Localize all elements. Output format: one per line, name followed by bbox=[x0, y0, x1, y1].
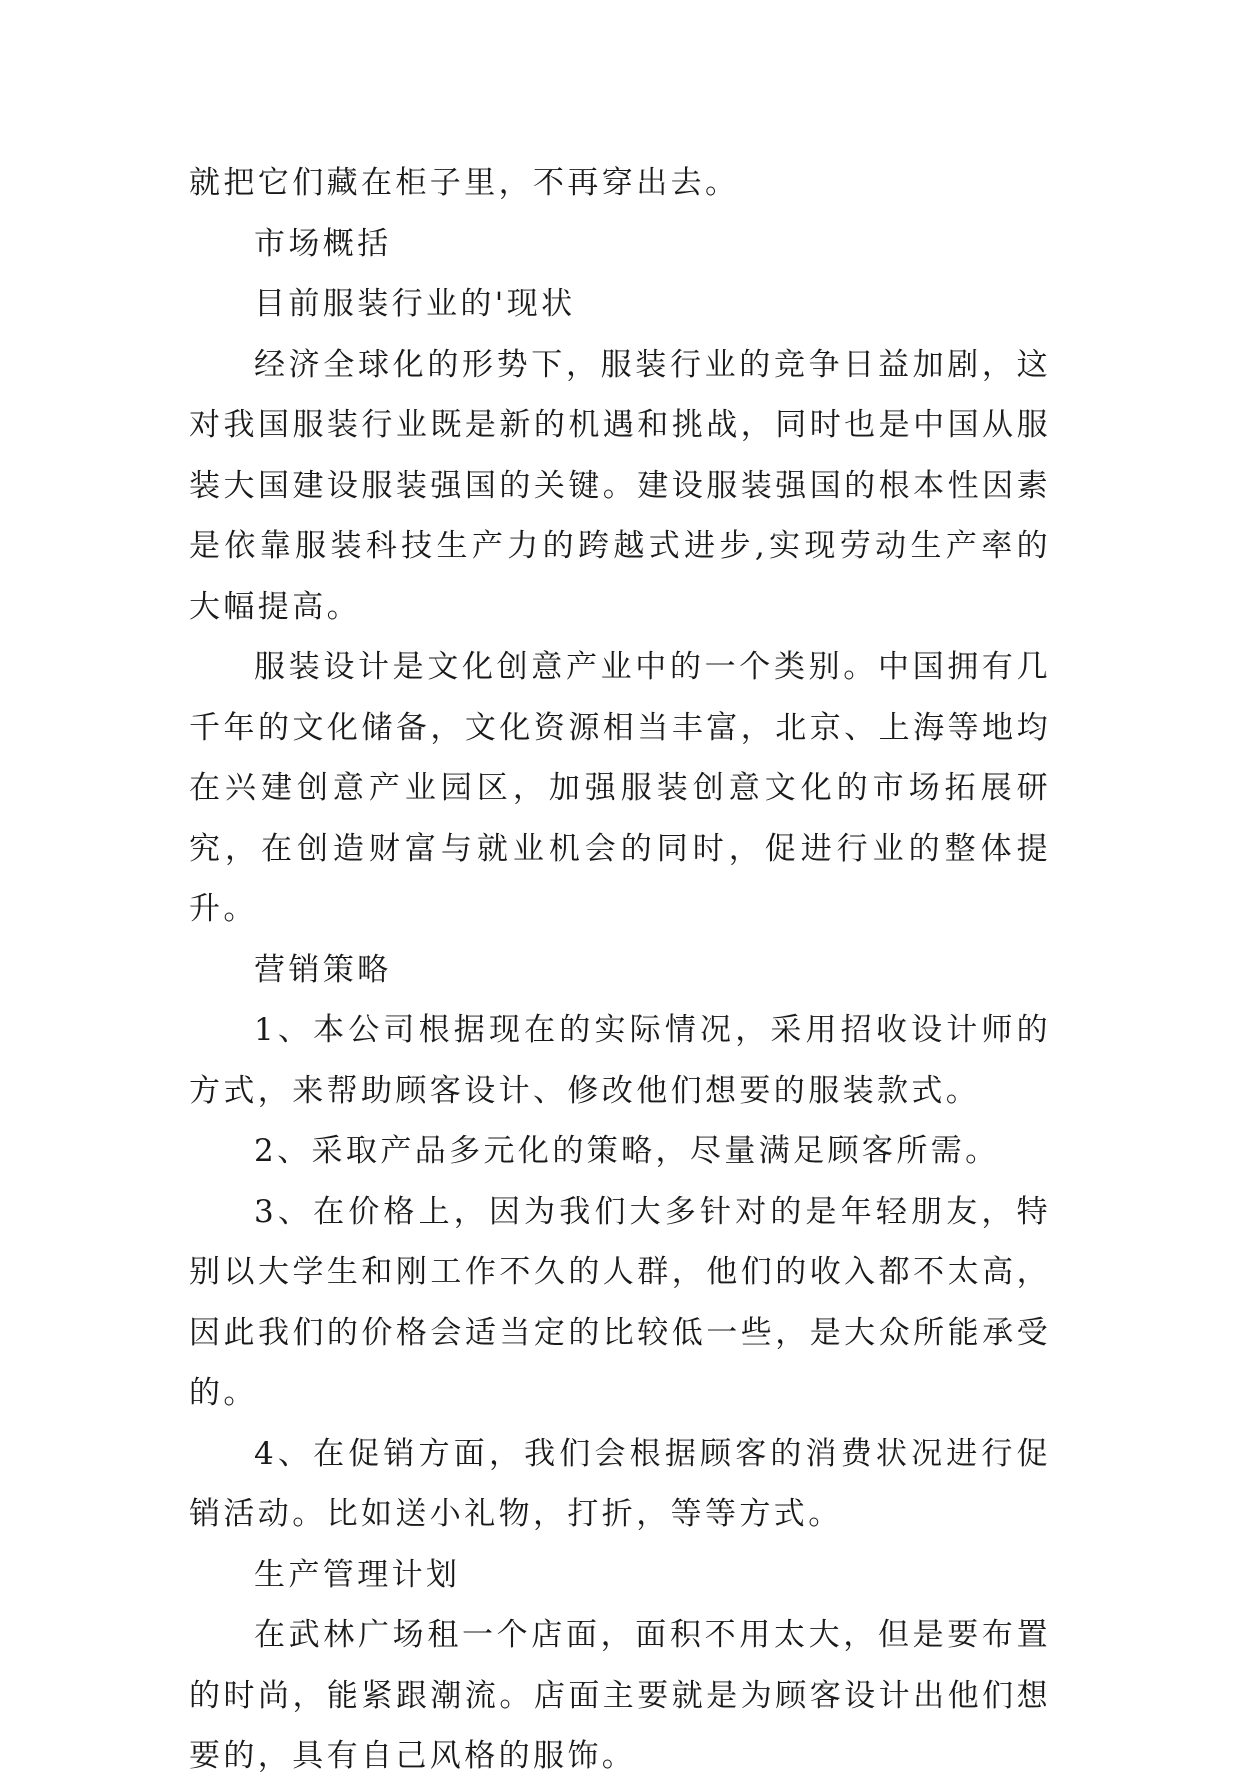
list-item-strategy-4: 4、在促销方面，我们会根据顾客的消费状况进行促销活动。比如送小礼物，打折，等等方式。 bbox=[189, 1435, 1051, 1532]
paragraph-continuation: 就把它们藏在柜子里，不再穿出去。 bbox=[189, 165, 740, 201]
paragraph-fashion-design: 服装设计是文化创意产业中的一个类别。中国拥有几千年的文化储备，文化资源相当丰富，北京、上海等地均在兴建创意产业园区，加强服装创意文化的市场拓展研究，在创造财富与就业机会的同时，促进行业的整体提升。 bbox=[189, 649, 1051, 927]
document-body bbox=[189, 153, 1051, 1787]
list-item-strategy-2: 2、采取产品多元化的策略，尽量满足顾客所需。 bbox=[254, 1133, 1000, 1169]
paragraph-store-plan: 在武林广场租一个店面，面积不用太大，但是要布置的时尚，能紧跟潮流。店面主要就是为顾客设计出他们想要的，具有自己风格的服饰。 bbox=[189, 1617, 1051, 1774]
paragraph-globalization: 经济全球化的形势下，服装行业的竞争日益加剧，这对我国服装行业既是新的机遇和挑战，同时也是中国从服装大国建设服装强国的关键。建设服装强国的根本性因素是依靠服装科技生产力的跨越式进步,实现劳动生产率的大幅提高。 bbox=[189, 346, 1051, 625]
section-heading-marketing-strategy: 营销策略 bbox=[254, 951, 392, 988]
list-item-strategy-3: 3、在价格上，因为我们大多针对的是年轻朋友，特别以大学生和刚工作不久的人群，他们的收入都不太高，因此我们的价格会适当定的比较低一些，是大众所能承受的。 bbox=[189, 1193, 1051, 1411]
list-item-strategy-1: 1、本公司根据现在的实际情况，采用招收设计师的方式，来帮助顾客设计、修改他们想要的服装款式。 bbox=[189, 1012, 1051, 1109]
section-heading-production-plan: 生产管理计划 bbox=[254, 1556, 461, 1593]
section-heading-market-overview: 市场概括 bbox=[254, 225, 392, 262]
section-heading-industry-status: 目前服装行业的'现状 bbox=[254, 286, 576, 322]
